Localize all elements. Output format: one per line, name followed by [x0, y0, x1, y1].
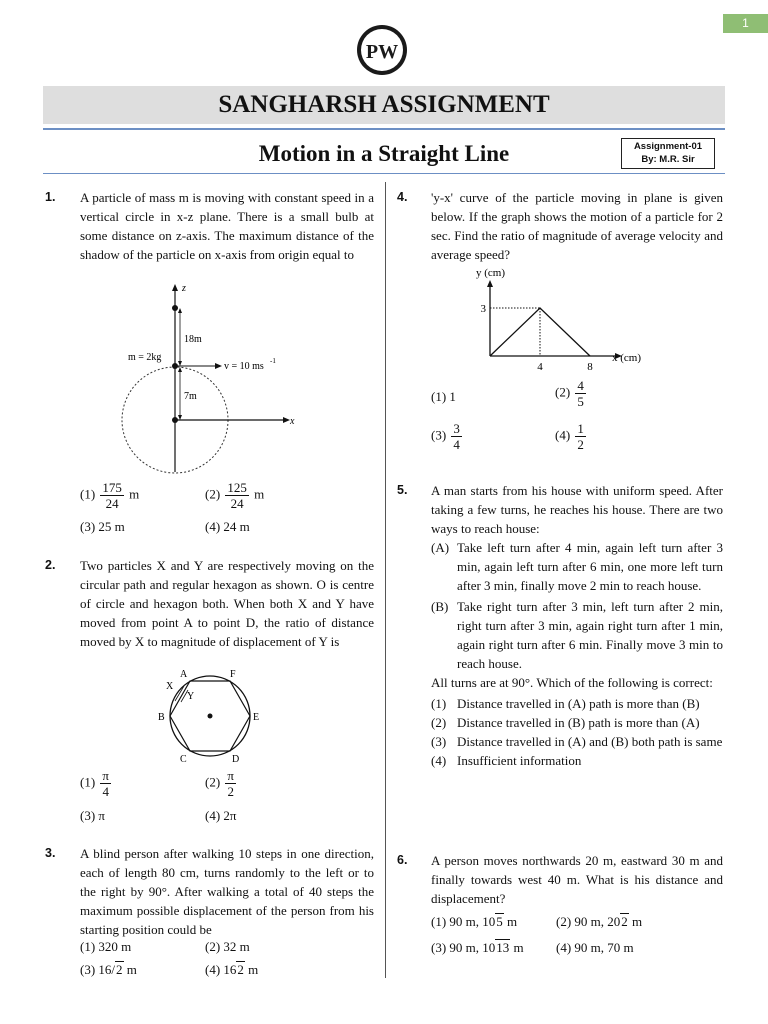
q2-fig-X: X	[166, 681, 174, 692]
q1-opt1-den: 24	[105, 496, 119, 511]
q4-opt3-den: 4	[453, 437, 460, 452]
q2-opt1-fraction	[100, 768, 111, 799]
q4-x-axis-label: x (cm)	[612, 352, 642, 364]
assignment-id: Assignment-01	[633, 141, 703, 152]
q6-option-2[interactable]	[556, 912, 642, 931]
pw-logo	[356, 24, 408, 76]
q5-path-b-label: (B)	[431, 599, 449, 614]
q5-path-b	[431, 597, 723, 673]
q4-opt3-label: (3)	[431, 427, 447, 443]
q5-text: A man starts from his house with uniform speed. After taking a few turns, he reaches his house. There are two ways to reach house:	[431, 483, 723, 536]
q1-opt2-label: (2)	[205, 486, 221, 502]
q5-number: 5.	[397, 483, 408, 497]
q5-opt2-text: Distance travelled in (B) path is more than (A)	[457, 715, 700, 730]
q1-number: 1.	[45, 190, 56, 204]
q4-opt2-label: (2)	[555, 384, 571, 400]
q5-option-2[interactable]	[431, 713, 723, 732]
q5-opt1-text: Distance travelled in (A) path is more than (B)	[457, 696, 700, 711]
chapter-title: Motion in a Straight Line	[258, 141, 510, 166]
q4-opt2-den: 5	[577, 394, 584, 409]
assignment-title: SANGHARSH ASSIGNMENT	[43, 86, 725, 124]
q2-option-2[interactable]	[205, 768, 238, 799]
q1-option-2[interactable]	[205, 480, 264, 511]
q2-number: 2.	[45, 558, 56, 572]
q1-opt1-num: 175	[102, 480, 122, 495]
q4-opt4-label: (4)	[555, 427, 571, 443]
q4-opt2-num: 4	[577, 378, 584, 393]
q2-option-3[interactable]: (3) π	[80, 808, 105, 823]
q6-option-3[interactable]	[431, 938, 524, 957]
q1-fig-velocity: v = 10 ms	[224, 361, 264, 372]
q2-opt2-fraction	[225, 768, 236, 799]
q2-fig-D: D	[232, 754, 240, 765]
q4-axes	[481, 280, 623, 373]
q1-opt2-den: 24	[230, 496, 244, 511]
q6-opt3-unit: m	[510, 940, 524, 955]
q6-text: A person moves northwards 20 m, eastward 30 m and finally towards west 40 m. What is his distance and displacement?	[431, 853, 723, 906]
q5-opt4-text: Insufficient information	[457, 753, 582, 768]
q4-opt4-num: 1	[577, 421, 584, 436]
q2-opt1-num: π	[102, 768, 109, 783]
q6-opt2-radical: 2	[621, 914, 628, 929]
q5-opt3-text: Distance travelled in (A) and (B) both path is same	[457, 734, 723, 749]
q1-opt2-unit: m	[254, 486, 265, 502]
q1-fig-z-label: z	[182, 283, 186, 294]
q3-opt3-prefix: (3) 16/	[80, 962, 116, 977]
q4-y-tick-label-1: 3	[480, 303, 486, 315]
q6-opt3-prefix: (3) 90 m, 10	[431, 940, 496, 955]
q3-opt4-radical: 2	[237, 962, 244, 977]
q4-number: 4.	[397, 190, 408, 204]
q3-opt4-prefix: (4) 16	[205, 962, 237, 977]
q5-path-a-text: Take left turn after 4 min, again left turn after 3 min, again left turn after 6 min, one more left turn after 3 min, finally move 2 min to reach house.	[457, 540, 723, 593]
q3-number: 3.	[45, 846, 56, 860]
q4-option-2[interactable]	[555, 378, 588, 409]
q6-opt3-radical: 13	[496, 940, 510, 955]
q4-opt4-den: 2	[577, 437, 584, 452]
q1-option-1[interactable]	[80, 480, 139, 511]
q4-opt4-fraction	[575, 421, 586, 452]
q2-opt2-num: π	[227, 768, 234, 783]
logo-letters: PW	[365, 41, 399, 63]
q2-opt2-label: (2)	[205, 774, 221, 790]
q3-opt3-radical: 2	[116, 962, 123, 977]
q4-x-tick-label-2: 8	[587, 361, 593, 373]
q2-text: Two particles X and Y are respectively moving on the circular path and regular hexagon as shown. O is centre of circle and hexagon both. When both X and Y have moved from point A to point D, the ratio of distance moved by X to magnitude of displacement of Y is	[80, 558, 374, 649]
q5-opt3-label: (3)	[431, 734, 447, 749]
q4-option-4[interactable]	[555, 421, 588, 452]
q2-fig-Y: Y	[187, 691, 195, 702]
q1-fig-d2: 7m	[184, 391, 197, 402]
q5-path-b-text: Take right turn after 3 min, left turn after 2 min, right turn after 3 min, again right turn after 1 min, again right turn after 6 min. Finally move 3 min to reach house.	[457, 599, 723, 671]
q1-fig-mass: m = 2kg	[128, 352, 162, 363]
q4-option-3[interactable]	[431, 421, 464, 452]
q3-option-1[interactable]: (1) 320 m	[80, 939, 132, 954]
q5-option-1[interactable]	[431, 694, 723, 713]
q2-figure	[150, 664, 270, 768]
header-rule	[43, 128, 725, 130]
q6-opt1-unit: m	[503, 914, 518, 929]
q2-opt2-den: 2	[227, 784, 234, 799]
q1-fig-velocity-exp: -1	[270, 357, 276, 365]
q5-opt2-label: (2)	[431, 715, 447, 730]
q5-opt4-label: (4)	[431, 753, 447, 768]
q3-opt4-unit: m	[244, 962, 259, 977]
q4-opt3-fraction	[451, 421, 462, 452]
q5-opt1-label: (1)	[431, 696, 447, 711]
q2-opt1-label: (1)	[80, 774, 96, 790]
q3-text: A blind person after walking 10 steps in one direction, each of length 80 cm, turns randomly to the left or to the right by 90°. After walking a total of 40 steps the maximum possible displacement of the person from his starting position could be	[80, 846, 374, 937]
q5-option-4[interactable]	[431, 751, 723, 770]
q5-path-a-label: (A)	[431, 540, 450, 555]
q5-path-a	[431, 538, 723, 595]
q2-fig-A: A	[180, 669, 188, 680]
q2-fig-B: B	[158, 712, 165, 723]
q6-opt2-prefix: (2) 90 m, 20	[556, 914, 621, 929]
q5-body	[431, 481, 723, 770]
q4-text: 'y-x' curve of the particle moving in plane is given below. If the graph shows the motion of a particle for 2 sec. Find the ratio of magnitude of average velocity and average speed?	[431, 190, 723, 262]
q1-fig-x-label: x	[290, 416, 295, 427]
q3-option-2[interactable]: (2) 32 m	[205, 939, 250, 954]
assignment-info-box	[621, 138, 715, 169]
page-number-badge: 1	[723, 14, 768, 33]
q1-opt1-label: (1)	[80, 486, 96, 502]
q6-option-1[interactable]	[431, 912, 517, 931]
q1-option-4[interactable]: (4) 24 m	[205, 519, 250, 534]
q6-opt1-prefix: (1) 90 m, 10	[431, 914, 496, 929]
q6-opt2-unit: m	[628, 914, 643, 929]
q4-opt2-fraction	[575, 378, 586, 409]
assignment-author: By: M.R. Sir	[641, 154, 695, 165]
q3-option-4[interactable]	[205, 960, 258, 979]
q5-option-3[interactable]	[431, 732, 723, 751]
q1-opt2-num: 125	[227, 480, 247, 495]
q4-x-tick-label-1: 4	[537, 361, 543, 373]
q4-option-1[interactable]: (1) 1	[431, 389, 456, 404]
q1-fig-d1: 18m	[184, 334, 202, 345]
q1-opt1-unit: m	[129, 486, 140, 502]
q2-fig-E: E	[253, 712, 260, 723]
q4-y-axis-arrow	[487, 280, 493, 287]
q5-question: All turns are at 90°. Which of the following is correct:	[431, 675, 713, 690]
q3-opt3-unit: m	[123, 962, 137, 977]
q1-opt2-fraction	[225, 480, 249, 511]
q2-opt1-den: 4	[102, 784, 109, 799]
subheader-rule	[43, 173, 725, 174]
q4-opt3-num: 3	[453, 421, 460, 436]
q1-figure	[100, 282, 310, 482]
q6-number: 6.	[397, 853, 408, 867]
q4-graph	[470, 264, 680, 374]
q1-option-3[interactable]: (3) 25 m	[80, 519, 125, 534]
q3-option-3[interactable]	[80, 960, 137, 979]
q4-y-axis-label: y (cm)	[476, 267, 506, 279]
q6-opt1-radical: 5	[496, 914, 503, 929]
q2-option-4[interactable]: (4) 2π	[205, 808, 237, 823]
q2-fig-F: F	[230, 669, 236, 680]
q1-opt1-fraction	[100, 480, 124, 511]
q1-text: A particle of mass m is moving with constant speed in a vertical circle in x-z plane. There is a small bulb at some distance on z-axis. The maximum distance of the shadow of the particle on x-axis from origin equal to	[80, 190, 374, 262]
q6-option-4[interactable]: (4) 90 m, 70 m	[556, 940, 634, 955]
q2-fig-C: C	[180, 754, 187, 765]
q2-option-1[interactable]	[80, 768, 113, 799]
column-divider	[385, 182, 386, 978]
